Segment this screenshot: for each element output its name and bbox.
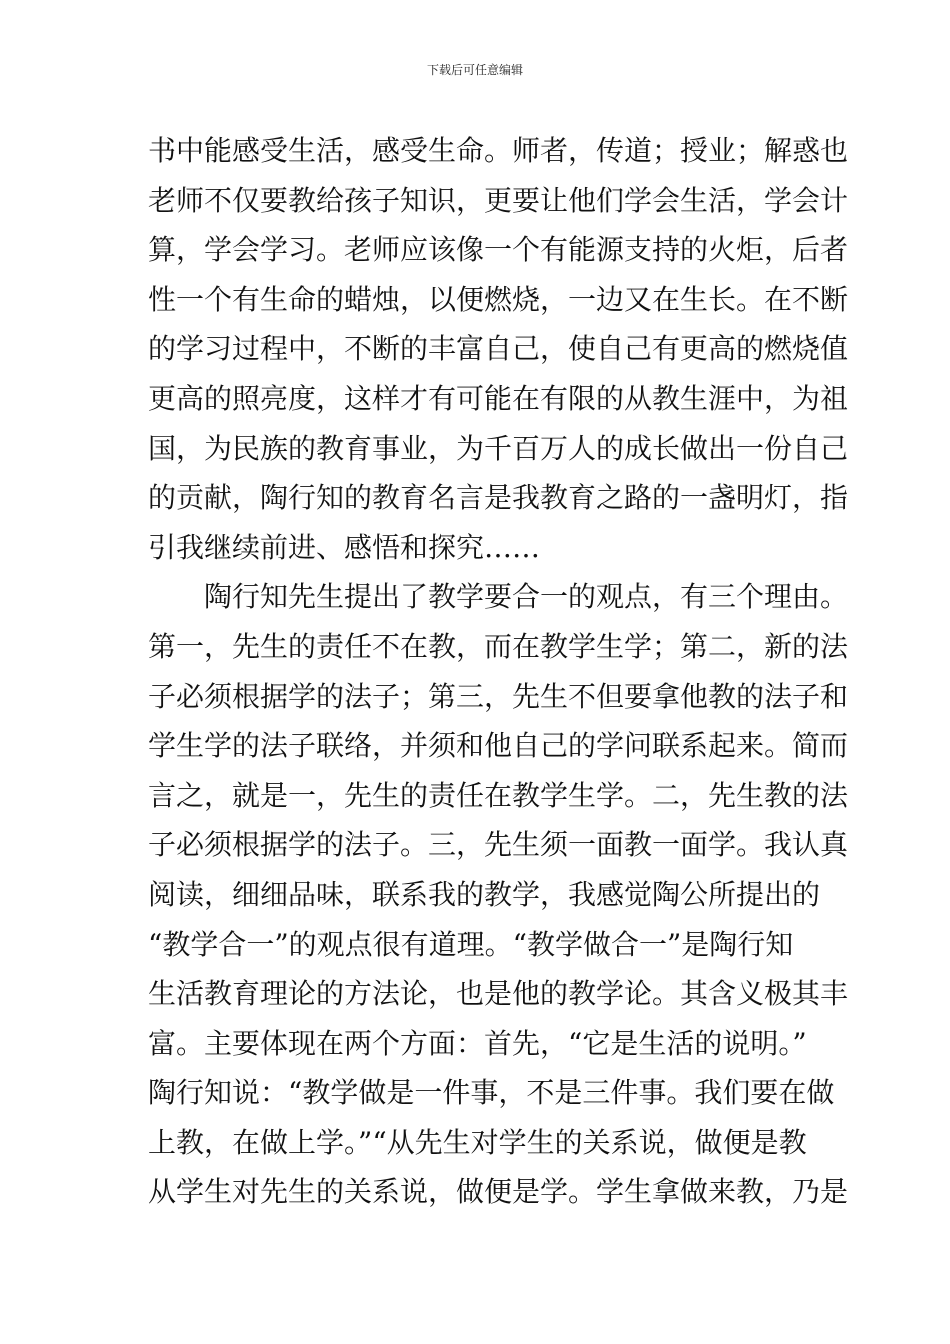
text-line: 子必须根据学的法子；第三，先生不但要拿他教的法子和 xyxy=(148,679,849,713)
text-line: 老师不仅要教给孩子知识，更要让他们学会生活，学会计 xyxy=(148,183,849,217)
text-line: 性一个有生命的蜡烛，以便燃烧，一边又在生长。在不断 xyxy=(148,282,849,316)
text-line: “教学合一”的观点很有道理。“教学做合一”是陶行知 xyxy=(148,927,794,961)
body-text xyxy=(148,126,849,1217)
text-line: 第一，先生的责任不在教，而在教学生学；第二，新的法 xyxy=(148,629,849,663)
text-line: 言之，就是一，先生的责任在教学生学。二，先生教的法 xyxy=(148,778,849,812)
text-line: 国，为民族的教育事业，为千百万人的成长做出一份自己 xyxy=(148,431,849,465)
text-line: 生活教育理论的方法论，也是他的教学论。其含义极其丰 xyxy=(148,977,849,1011)
paragraph-first-line: 陶行知先生提出了教学要合一的观点，有三个理由。 xyxy=(204,580,849,614)
text-line: 子必须根据学的法子。三，先生须一面教一面学。我认真 xyxy=(148,828,849,862)
text-line: 书中能感受生活，感受生命。师者，传道；授业；解惑也 xyxy=(148,134,849,167)
text-line: 上教，在做上学。”“从先生对学生的关系说，做便是教 xyxy=(148,1125,807,1159)
text-line: 陶行知说：“教学做是一件事，不是三件事。我们要在做 xyxy=(148,1076,835,1110)
text-line: 引我继续前进、感悟和探究…… xyxy=(148,530,541,564)
text-line: 更高的照亮度，这样才有可能在有限的从教生涯中，为祖 xyxy=(148,381,849,415)
text-line: 的贡献，陶行知的教育名言是我教育之路的一盏明灯，指 xyxy=(148,481,849,515)
text-line: 学生学的法子联络，并须和他自己的学问联系起来。简而 xyxy=(148,729,849,763)
text-line: 阅读，细细品味，联系我的教学，我感觉陶公所提出的 xyxy=(148,877,821,911)
text-line: 从学生对先生的关系说，做便是学。学生拿做来教，乃是 xyxy=(148,1175,849,1209)
page-header: 下载后可任意编辑 xyxy=(426,63,523,77)
text-line: 的学习过程中，不断的丰富自己，使自己有更高的燃烧值 xyxy=(148,332,849,366)
text-line: 富。主要体现在两个方面：首先，“它是生活的说明。” xyxy=(148,1026,807,1060)
text-line: 算，学会学习。老师应该像一个有能源支持的火炬，后者 xyxy=(148,233,849,267)
